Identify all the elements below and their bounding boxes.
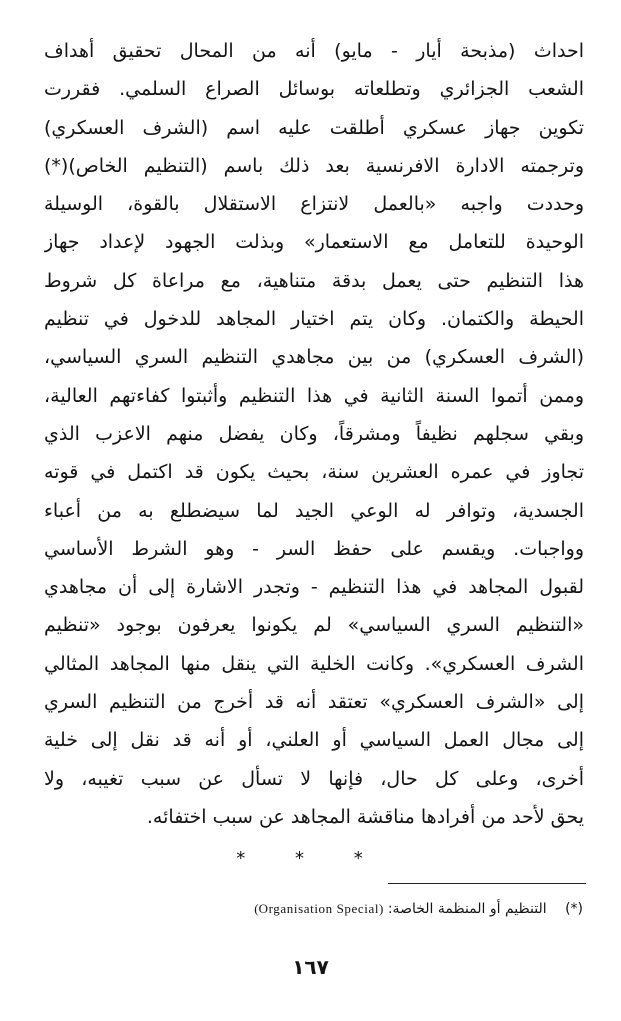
text-line: وبقي سجلهم نظيفاً ومشرقاً، وكان يفضل منهم الاعزب الذي	[44, 422, 584, 445]
footnote-marker: (*)	[565, 901, 583, 917]
footnote-text: التنظيم أو المنظمة الخاصة:	[387, 901, 547, 917]
text-line: احداث (مذبحة أيار - مايو) أنه من المحال تحقيق أهداف	[44, 40, 584, 62]
text-line: وحددت واجبه «بالعمل لانتزاع الاستقلال بالقوة، الوسيلة	[44, 193, 584, 216]
text-line: الوحيدة للتعامل مع الاستعمار» وبذلت الجهود لإعداد جهاز	[44, 231, 584, 254]
text-line: الحيطة والكتمان. وكان يتم اختيار المجاهد للدخول في تنظيم	[44, 308, 584, 331]
text-line: لقبول المجاهد في هذا التنظيم - وتجدر الاشارة إلى أن مجاهدي	[44, 576, 584, 599]
footnote-latin-term: (Organisation Special)	[254, 901, 384, 916]
text-line: إلى مجال العمل السياسي أو العلني، أو أنه قد نقل إلى خلية	[44, 729, 584, 752]
text-line: إلى «الشرف العسكري» تعتقد أنه قد أخرج من التنظيم السري	[44, 691, 584, 714]
text-line: وواجبات. ويقسم على حفظ السر - وهو الشرط الأساسي	[44, 537, 584, 560]
text-line: أخرى، وعلى كل حال، فإنها لا تسأل عن سبب تغيبه، ولا	[44, 767, 584, 790]
body-text	[44, 32, 584, 836]
text-line: تكوين جهاز عسكري أطلقت عليه اسم (الشرف العسكري)	[44, 116, 584, 139]
footnote-rule	[388, 883, 586, 884]
text-line: «التنظيم السري السياسي» لم يكونوا يعرفون بوجود «تنظيم	[44, 614, 584, 637]
text-line: وممن أتموا السنة الثانية في هذا التنظيم وأثبتوا كفاءتهم العالية،	[44, 384, 584, 407]
text-line-last: يحق لأحد من أفرادها مناقشة المجاهد عن سبب اختفائه.	[146, 805, 584, 828]
text-line: تجاوز في عمره العشرين سنة، بحيث يكون قد اكتمل في قوته	[44, 461, 584, 484]
section-separator: * * *	[236, 848, 385, 869]
text-line: الشعب الجزائري وتطلعاته بوسائل الصراع السلمي. فقررت	[44, 78, 584, 101]
text-line: هذا التنظيم حتى يعمل بدقة متناهية، مع مراعاة كل شروط	[44, 269, 584, 292]
text-line: وترجمته الادارة الافرنسية بعد ذلك باسم (التنظيم الخاص)(*)	[44, 154, 584, 177]
text-line: (الشرف العسكري) من بين مجاهدي التنظيم السري السياسي،	[44, 346, 584, 369]
page-number: ١٦٧	[292, 955, 329, 979]
text-line: الشرف العسكري». وكانت الخلية التي ينقل منها المجاهد المثالي	[44, 652, 584, 675]
footnote	[63, 898, 583, 920]
text-line: الجسدية، وتوافر له الوعي الجيد لما سيضطلع به من أعباء	[44, 499, 584, 522]
